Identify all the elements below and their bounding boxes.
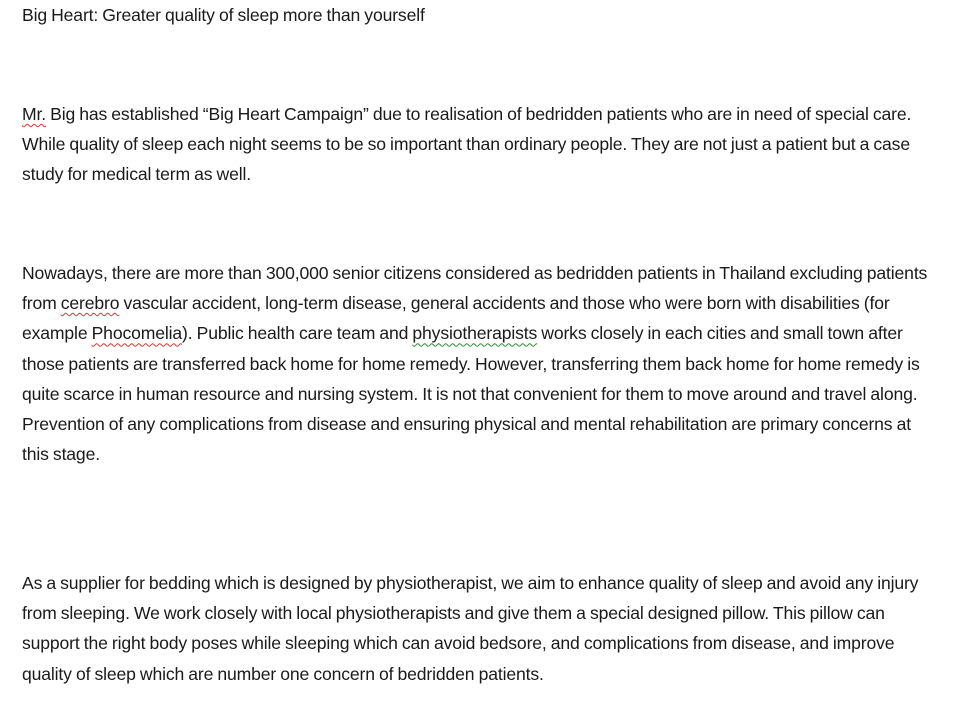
paragraph-2-text-b: vascular accident, long-term disease, general accidents and those who were born with disabilities (for example: [22, 293, 890, 344]
spelling-error-mr[interactable]: Mr.: [22, 104, 46, 124]
paragraph-3: As a supplier for bedding which is designed by physiotherapist, we aim to enhance quality of sleep and avoid any injury from sleeping. We work closely with local physiotherapists and give them a special designed pillow. This pillow can support the right body poses while sleeping which can avoid bedsore, and complications from disease, and improve quality of sleep which are number one concern of bedridden patients.: [22, 573, 919, 684]
spelling-error-phocomelia[interactable]: Phocomelia: [91, 323, 183, 344]
grammar-error-physiotherapists[interactable]: physiotherapists: [412, 323, 538, 344]
paragraph-2-text-a: Nowadays, there are more than 300,000 senior citizens considered as bedridden patients in Thailand excluding patients from: [22, 263, 928, 314]
document-page: [22, 0, 940, 684]
paragraph-1-text: Big has established “Big Heart Campaign” due to realisation of bedridden patients who are in need of special care. While quality of sleep each night seems to be so important than ordinary people. They are not just a patient but a case study for medical term as well.: [22, 104, 912, 185]
paragraph-2-text-d: works closely in each cities and small town after those patients are transferred back home for home remedy. However, transferring them back home for home remedy is quite scarce in human resource and nursing system. It is not that convenient for them to move around and travel along. Prevention of any complications from disease and ensuring physical and mental rehabilitation are primary concerns at this stage.: [22, 323, 920, 465]
spelling-error-cerebro[interactable]: cerebro: [60, 293, 120, 314]
document-title: Big Heart: Greater quality of sleep more than yourself: [22, 5, 425, 25]
paragraph-1: [22, 99, 940, 190]
paragraph-2-text-c: ). Public health care team and: [182, 323, 413, 344]
paragraph-2: [22, 258, 940, 469]
